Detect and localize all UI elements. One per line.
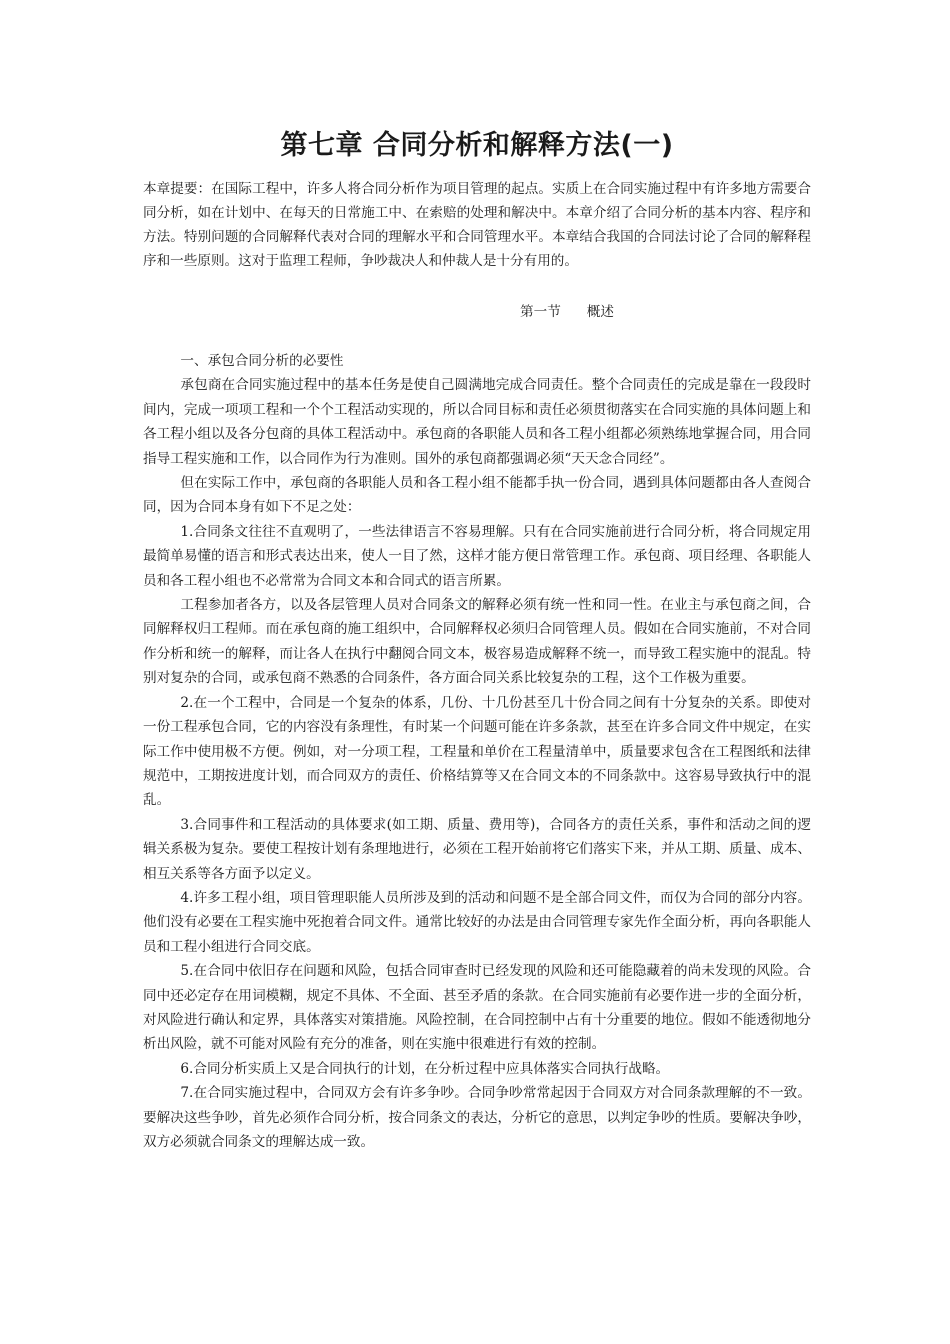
- document-body: [143, 349, 811, 1154]
- paragraph: 工程参加者各方，以及各层管理人员对合同条文的解释必须有统一性和同一性。在业主与承包商之间，合同解释权归工程师。而在承包商的施工组织中，合同解释权必须归合同管理人员。假如在合同实施前，不对合同作分析和统一的解释，而让各人在执行中翻阅合同文本，极容易造成解释不统一，而导致工程实施中的混乱。特别对复杂的合同，或承包商不熟悉的合同条件，各方面合同关系比较复杂的工程，这个工作极为重要。: [143, 597, 811, 687]
- paragraph: 4.许多工程小组，项目管理职能人员所涉及到的活动和问题不是全部合同文件，而仅为合同的部分内容。他们没有必要在工程实施中死抱着合同文件。通常比较好的办法是由合同管理专家先作全面分析，再向各职能人员和工程小组进行合同交底。: [143, 889, 811, 955]
- paragraph: 1.合同条文往往不直观明了，一些法律语言不容易理解。只有在合同实施前进行合同分析，将合同规定用最简单易懂的语言和形式表达出来，使人一目了然，这样才能方便日常管理工作。承包商、项目经理、各职能人员和各工程小组也不必常常为合同文本和合同式的语言所累。: [143, 523, 811, 589]
- paragraph: 5.在合同中依旧存在问题和风险，包括合同审查时已经发现的风险和还可能隐藏着的尚未发现的风险。合同中还必定存在用词模糊，规定不具体、不全面、甚至矛盾的条款。在合同实施前有必要作进一步的全面分析，对风险进行确认和定界，具体落实对策措施。风险控制，在合同控制中占有十分重要的地位。假如不能透彻地分析出风险，就不可能对风险有充分的准备，则在实施中很难进行有效的控制。: [143, 963, 811, 1053]
- paragraph: 3.合同事件和工程活动的具体要求(如工期、质量、费用等)，合同各方的责任关系，事件和活动之间的逻辑关系极为复杂。要使工程按计划有条理地进行，必须在工程开始前将它们落实下来，并从工期、质量、成本、相互关系等各方面予以定义。: [143, 816, 811, 882]
- paragraph: 承包商在合同实施过程中的基本任务是使自己圆满地完成合同责任。整个合同责任的完成是靠在一段段时间内，完成一项项工程和一个个工程活动实现的，所以合同目标和责任必须贯彻落实在合同实施的具体问题上和各工程小组以及各分包商的具体工程活动中。承包商的各职能人员和各工程小组都必须熟练地掌握合同，用合同指导工程实施和工作，以合同作为行为准则。国外的承包商都强调必须“天天念合同经”。: [143, 377, 811, 467]
- paragraph: 2.在一个工程中，合同是一个复杂的体系，几份、十几份甚至几十份合同之间有十分复杂的关系。即使对一份工程承包合同，它的内容没有条理性，有时某一个问题可能在许多条款，甚至在许多合同文件中规定，在实际工作中使用极不方便。例如，对一分项工程，工程量和单价在工程量清单中，质量要求包含在工程图纸和法律规范中，工期按进度计划，而合同双方的责任、价格结算等又在合同文本的不同条款中。这容易导致执行中的混乱。: [143, 694, 811, 809]
- paragraph: 7.在合同实施过程中，合同双方会有许多争吵。合同争吵常常起因于合同双方对合同条款理解的不一致。要解决这些争吵，首先必须作合同分析，按合同条文的表达，分析它的意思，以判定争吵的性质。要解决争吵，双方必须就合同条文的理解达成一致。: [143, 1085, 811, 1150]
- chapter-title: 第七章 合同分析和解释方法(一): [280, 130, 674, 161]
- subheading: 一、承包合同分析的必要性: [180, 353, 344, 369]
- chapter-abstract: 本章提要：在国际工程中，许多人将合同分析作为项目管理的起点。实质上在合同实施过程中有许多地方需要合同分析，如在计划中、在每天的日常施工中、在索赔的处理和解决中。本章介绍了合同分析的基本内容、程序和方法。特别问题的合同解释代表对合同的理解水平和合同管理水平。本章结合我国的合同法讨论了合同的解释程序和一些原则。这对于监理工程师，争吵裁决人和仲裁人是十分有用的。: [143, 181, 811, 269]
- section-heading: 第一节 概述: [520, 304, 614, 320]
- paragraph: 6.合同分析实质上又是合同执行的计划，在分析过程中应具体落实合同执行战略。: [180, 1060, 670, 1077]
- paragraph: 但在实际工作中，承包商的各职能人员和各工程小组不能都手执一份合同，遇到具体问题都由各人查阅合同，因为合同本身有如下不足之处：: [143, 475, 811, 516]
